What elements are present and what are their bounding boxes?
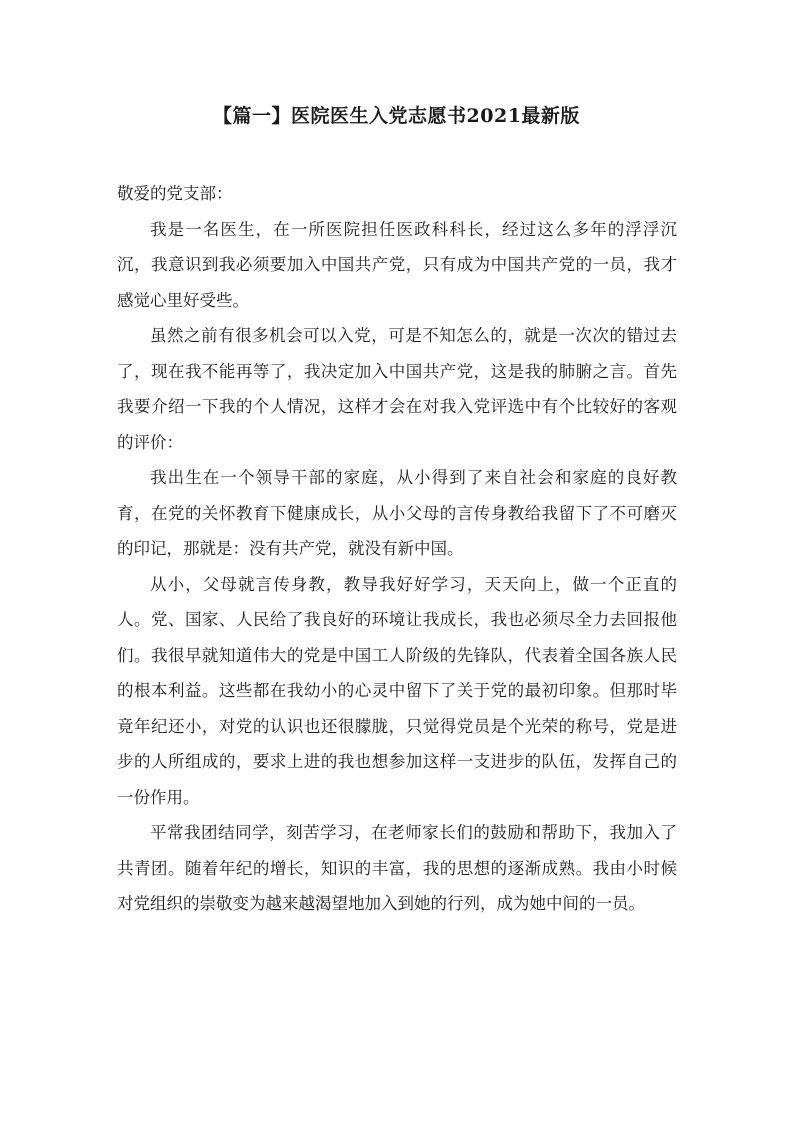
salutation: 敬爱的党支部： xyxy=(117,184,233,203)
paragraph-2: 虽然之前有很多机会可以入党，可是不知怎么的，就是一次次的错过去了，现在我不能再等了，我决定加入中国共产党，这是我的肺腑之言。首先我要介绍一下我的个人情况，这样才会在对我入党评选中有个比较好的客观的评价： xyxy=(117,326,677,452)
paragraph-3: 我出生在一个领导干部的家庭，从小得到了来自社会和家庭的良好教育，在党的关怀教育下健康成长，从小父母的言传身教给我留下了不可磨灭的印记，那就是：没有共产党，就没有新中国。 xyxy=(117,468,677,558)
document-title: 【篇一】医院医生入党志愿书2021最新版 xyxy=(213,105,580,127)
paragraph-1: 我是一名医生，在一所医院担任医政科科长，经过这么多年的浮浮沉沉，我意识到我必须要加入中国共产党，只有成为中国共产党的一员，我才感觉心里好受些。 xyxy=(117,219,677,310)
paragraph-5: 平常我团结同学，刻苦学习，在老师家长们的鼓励和帮助下，我加入了共青团。随着年纪的增长，知识的丰富，我的思想的逐渐成熟。我由小时候对党组织的崇敬变为越来越渴望地加入到她的行列，成为她中间的一员。 xyxy=(117,823,677,913)
document-body xyxy=(117,176,677,922)
paragraph-4: 从小，父母就言传身教，教导我好好学习，天天向上，做一个正直的人。党、国家、人民给了我良好的环境让我成长，我也必须尽全力去回报他们。我很早就知道伟大的党是中国工人阶级的先锋队，代表着全国各族人民的根本利益。这些都在我幼小的心灵中留下了关于党的最初印象。但那时毕竟年纪还小，对党的认识也还很朦胧，只觉得党员是个光荣的称号，党是进步的人所组成的，要求上进的我也想参加这样一支进步的队伍，发挥自己的一份作用。 xyxy=(117,574,677,807)
